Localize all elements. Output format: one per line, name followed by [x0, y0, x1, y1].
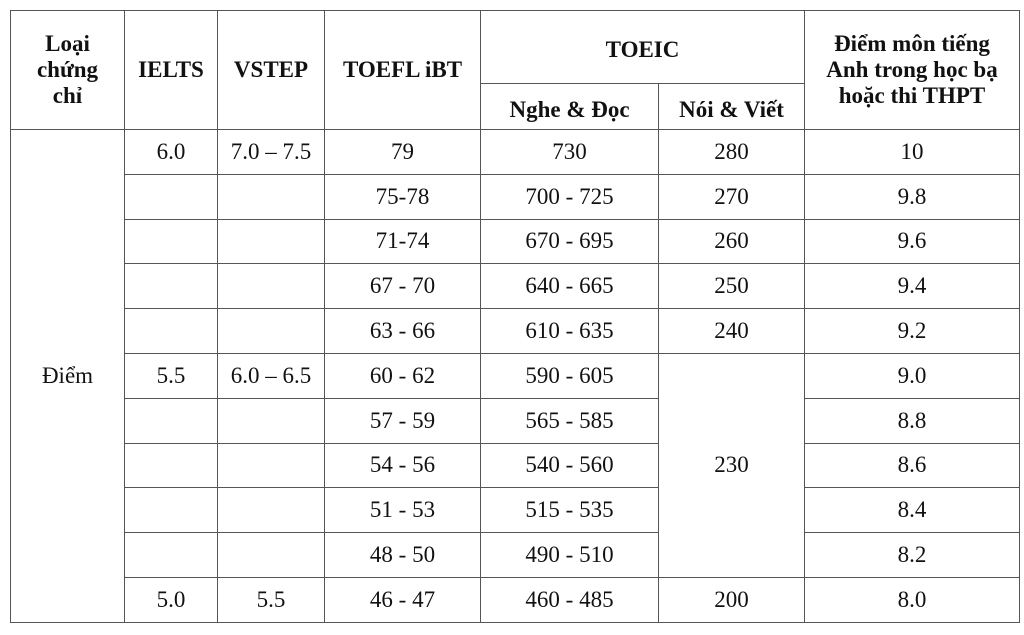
header-toeic: TOEIC	[481, 11, 805, 84]
table-row	[11, 398, 1020, 443]
cell-toefl: 57 - 59	[325, 398, 481, 443]
header-certificate-type-line: chứng	[36, 57, 99, 82]
cell-ielts	[125, 533, 218, 578]
cell-vstep	[218, 488, 325, 533]
cell-vstep: 5.5	[218, 577, 325, 622]
cell-score: 10	[805, 130, 1020, 175]
cell-toeic-lr: 590 - 605	[481, 353, 659, 398]
cell-toeic-lr: 730	[481, 130, 659, 175]
table-row	[11, 130, 1020, 175]
cell-score: 9.0	[805, 353, 1020, 398]
score-conversion-table	[10, 10, 1020, 623]
cell-toeic-sw: 250	[659, 264, 805, 309]
cell-toeic-lr: 565 - 585	[481, 398, 659, 443]
cell-toeic-sw: 260	[659, 219, 805, 264]
cell-vstep	[218, 219, 325, 264]
cell-vstep	[218, 398, 325, 443]
cell-vstep	[218, 264, 325, 309]
table-row	[11, 174, 1020, 219]
header-english-score-line: Điểm môn tiếng	[834, 31, 990, 56]
cell-score: 8.8	[805, 398, 1020, 443]
cell-score: 8.0	[805, 577, 1020, 622]
cell-toeic-lr: 490 - 510	[481, 533, 659, 578]
cell-ielts	[125, 488, 218, 533]
cell-toeic-sw: 280	[659, 130, 805, 175]
cell-score: 9.6	[805, 219, 1020, 264]
header-toeic-listening-reading: Nghe & Đọc	[481, 84, 659, 130]
cell-vstep	[218, 174, 325, 219]
table-row	[11, 309, 1020, 354]
cell-toefl: 46 - 47	[325, 577, 481, 622]
cell-vstep	[218, 309, 325, 354]
cell-toeic-lr: 540 - 560	[481, 443, 659, 488]
cell-toeic-lr: 515 - 535	[481, 488, 659, 533]
cell-score: 8.4	[805, 488, 1020, 533]
cell-vstep	[218, 443, 325, 488]
header-english-score-line: hoặc thi THPT	[838, 83, 986, 108]
table-row	[11, 219, 1020, 264]
cell-toeic-lr: 670 - 695	[481, 219, 659, 264]
cell-toefl: 48 - 50	[325, 533, 481, 578]
cell-toefl: 79	[325, 130, 481, 175]
header-certificate-type	[11, 11, 125, 130]
cell-toeic-sw: 270	[659, 174, 805, 219]
header-toefl-ibt: TOEFL iBT	[325, 11, 481, 130]
table-row	[11, 264, 1020, 309]
cell-vstep: 6.0 – 6.5	[218, 353, 325, 398]
cell-vstep: 7.0 – 7.5	[218, 130, 325, 175]
cell-ielts	[125, 398, 218, 443]
header-english-score	[805, 11, 1020, 130]
cell-toeic-sw: 200	[659, 577, 805, 622]
cell-ielts	[125, 219, 218, 264]
header-ielts: IELTS	[125, 11, 218, 130]
header-certificate-type-line: chỉ	[52, 83, 83, 108]
header-english-score-line: Anh trong học bạ	[826, 57, 998, 82]
cell-toefl: 60 - 62	[325, 353, 481, 398]
cell-toefl: 51 - 53	[325, 488, 481, 533]
table-row	[11, 488, 1020, 533]
cell-toeic-sw-merged: 230	[659, 353, 805, 577]
table-row	[11, 577, 1020, 622]
cell-toeic-sw: 240	[659, 309, 805, 354]
table-row	[11, 533, 1020, 578]
table-row	[11, 353, 1020, 398]
cell-toefl: 67 - 70	[325, 264, 481, 309]
cell-ielts	[125, 264, 218, 309]
cell-toefl: 71-74	[325, 219, 481, 264]
cell-ielts: 6.0	[125, 130, 218, 175]
cell-score: 9.8	[805, 174, 1020, 219]
header-certificate-type-line: Loại	[45, 31, 90, 56]
cell-ielts	[125, 443, 218, 488]
row-group-label: Điểm	[11, 130, 125, 623]
cell-toeic-lr: 460 - 485	[481, 577, 659, 622]
cell-score: 8.6	[805, 443, 1020, 488]
cell-toeic-lr: 610 - 635	[481, 309, 659, 354]
table-row	[11, 443, 1020, 488]
header-vstep: VSTEP	[218, 11, 325, 130]
cell-score: 9.2	[805, 309, 1020, 354]
cell-ielts: 5.5	[125, 353, 218, 398]
header-toeic-speaking-writing: Nói & Viết	[659, 84, 805, 130]
cell-ielts: 5.0	[125, 577, 218, 622]
cell-ielts	[125, 174, 218, 219]
cell-toeic-lr: 640 - 665	[481, 264, 659, 309]
cell-score: 9.4	[805, 264, 1020, 309]
cell-toefl: 63 - 66	[325, 309, 481, 354]
cell-ielts	[125, 309, 218, 354]
cell-vstep	[218, 533, 325, 578]
cell-toeic-lr: 700 - 725	[481, 174, 659, 219]
cell-score: 8.2	[805, 533, 1020, 578]
cell-toefl: 75-78	[325, 174, 481, 219]
cell-toefl: 54 - 56	[325, 443, 481, 488]
